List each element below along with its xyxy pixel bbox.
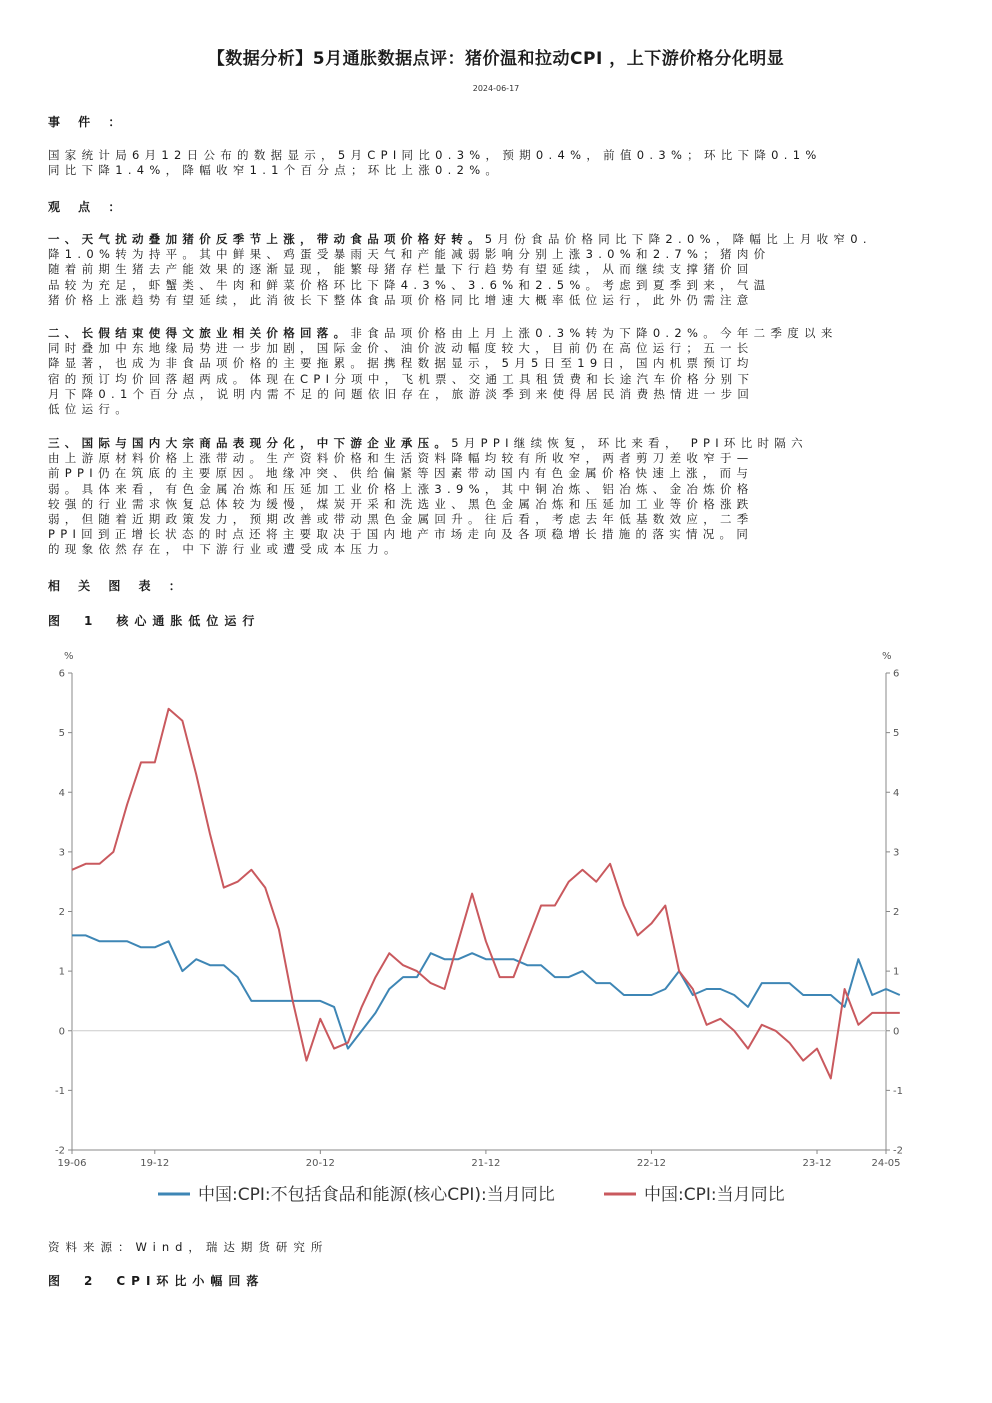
legend-label-2: 中国:CPI:当月同比 — [644, 1185, 785, 1205]
y-tick-label-right: 5 — [893, 728, 900, 740]
y-tick-label-right: 1 — [893, 966, 900, 978]
p2-line: 同时叠加中东地缘局势进一步加剧，国际金价、油价波动幅度较大，目前仍在高位运行；五一长 — [48, 341, 754, 356]
left-unit-label: % — [64, 651, 74, 662]
x-tick-label: 19-12 — [140, 1158, 170, 1169]
y-tick-label-right: 6 — [893, 668, 900, 680]
right-unit-label: % — [882, 651, 892, 662]
event-line: 同比下降1.4%，降幅收窄1.1个百分点；环比上涨0.2%。 — [48, 163, 503, 178]
p2-line: 降显著，也成为非食品项价格的主要拖累。据携程数据显示，5月5日至19日，国内机票预订均 — [48, 356, 754, 371]
p2-bold-lead: 二、长假结束使得文旅业相关价格回落。 — [48, 326, 351, 340]
p3-line: 弱，但随着近期政策发力，预期改善或带动黑色金属回升。往后看，考虑去年低基数效应，二季 — [48, 512, 754, 527]
legend-label-1: 中国:CPI:不包括食品和能源(核心CPI):当月同比 — [198, 1185, 555, 1205]
data-source: 资料来源：Wind，瑞达期货研究所 — [48, 1240, 329, 1254]
y-tick-label-left: 4 — [58, 787, 65, 799]
p1-bold-lead: 一、天气扰动叠加猪价反季节上涨，带动食品项价格好转。 — [48, 232, 485, 246]
p2-first-line: 非食品项价格由上月上涨0.3%转为下降0.2%。今年二季度以来 — [350, 326, 838, 340]
x-tick-label: 24-05 — [871, 1158, 901, 1169]
y-tick-label-left: 3 — [58, 847, 65, 859]
x-tick-label: 23-12 — [802, 1158, 832, 1169]
p2-line: 低位运行。 — [48, 402, 132, 417]
y-tick-label-right: 2 — [893, 907, 900, 918]
p3-line: 前PPI仍在筑底的主要原因。地缘冲突、供给偏紧等因素带动国内有色金属价格快速上涨，而与 — [48, 466, 754, 481]
p1-line: 品较为充足，虾蟹类、牛肉和鲜菜价格环比下降4.3%、3.6%和2.5%。考虑到夏季到来，气温 — [48, 277, 771, 292]
p3-line: PPI回到正增长状态的时点还将主要取决于国内地产市场走向及各项稳增长措施的落实情况。同 — [48, 527, 754, 542]
figure-2-label: 图 2 CPI环比小幅回落 — [48, 1274, 265, 1288]
event-paragraph — [48, 148, 946, 178]
x-tick-label: 19-06 — [57, 1158, 87, 1169]
p3-bold-lead: 三、国际与国内大宗商品表现分化，中下游企业承压。 — [48, 436, 452, 450]
p3-line: 弱。具体来看，有色金属冶炼和压延加工业价格上涨3.9%，其中铜冶炼、铝冶炼、金冶炼价格 — [48, 481, 754, 496]
y-tick-label-left: 1 — [58, 966, 65, 978]
series-line-2 — [72, 709, 900, 1079]
y-tick-label-right: 4 — [893, 787, 900, 799]
p1-line: 降1.0%转为持平。其中鲜果、鸡蛋受暴雨天气和产能减弱影响分别上涨3.0%和2.7%；猪肉价 — [48, 247, 771, 262]
p3-first-line: 5月PPI继续恢复，环比来看， PPI环比时隔六 — [451, 436, 808, 450]
p2-line: 宿的预订均价回落超两成。体现在CPI分项中，飞机票、交通工具租赁费和长途汽车价格分别下 — [48, 371, 755, 386]
y-tick-label-left: 0 — [58, 1026, 65, 1038]
p1-first-line: 5月份食品价格同比下降2.0%，降幅比上月收窄0. — [484, 232, 872, 246]
x-tick-label: 22-12 — [636, 1158, 666, 1169]
related-charts-heading: 相 关 图 表 ： — [48, 579, 188, 593]
event-line: 国家统计局6月12日公布的数据显示，5月CPI同比0.3%，预期0.4%，前值0.3%；环比下降0.1% — [48, 148, 822, 162]
y-tick-label-right: 3 — [893, 847, 900, 859]
document-title: 【数据分析】5月通胀数据点评：猪价温和拉动CPI ，上下游价格分化明显 — [207, 49, 785, 69]
y-tick-label-right: -2 — [893, 1145, 903, 1157]
view-paragraph-1 — [48, 232, 946, 308]
figure-1-chart — [38, 644, 958, 1224]
y-tick-label-left: 6 — [58, 668, 65, 680]
view-heading: 观 点 ： — [48, 200, 128, 214]
y-tick-label-right: -1 — [893, 1085, 903, 1097]
p1-line: 猪价格上涨趋势有望延续，此消彼长下整体食品项价格同比增速大概率低位运行，此外仍需注意 — [48, 292, 754, 307]
p2-line: 月下降0.1个百分点，说明内需不足的问题依旧存在，旅游淡季到来使得居民消费热情进一步回 — [48, 386, 755, 401]
p3-line: 的现象依然存在，中下游行业或遭受成本压力。 — [48, 542, 401, 557]
y-tick-label-right: 0 — [893, 1026, 900, 1038]
p3-line: 由上游原材料价格上涨带动。生产资料价格和生活资料降幅均较有所收窄，两者剪刀差收窄于— — [48, 451, 754, 466]
y-tick-label-left: -1 — [55, 1085, 65, 1097]
publish-date: 2024-06-17 — [472, 84, 520, 93]
view-paragraph-3 — [48, 436, 946, 558]
x-tick-label: 21-12 — [471, 1158, 501, 1169]
p1-line: 随着前期生猪去产能效果的逐渐显现，能繁母猪存栏量下行趋势有望延续，从而继续支撑猪价回 — [48, 262, 754, 277]
y-tick-label-left: 5 — [58, 728, 65, 740]
figure-1-label: 图 1 核心通胀低位运行 — [48, 614, 261, 628]
event-heading: 事 件 ： — [48, 115, 128, 129]
p3-line: 较强的行业需求恢复总体较为缓慢，煤炭开采和洗选业、黑色金属冶炼和压延加工业等价格涨跌 — [48, 496, 754, 511]
y-tick-label-left: 2 — [58, 907, 65, 918]
x-tick-label: 20-12 — [305, 1158, 335, 1169]
view-paragraph-2 — [48, 326, 946, 417]
y-tick-label-left: -2 — [55, 1145, 65, 1157]
